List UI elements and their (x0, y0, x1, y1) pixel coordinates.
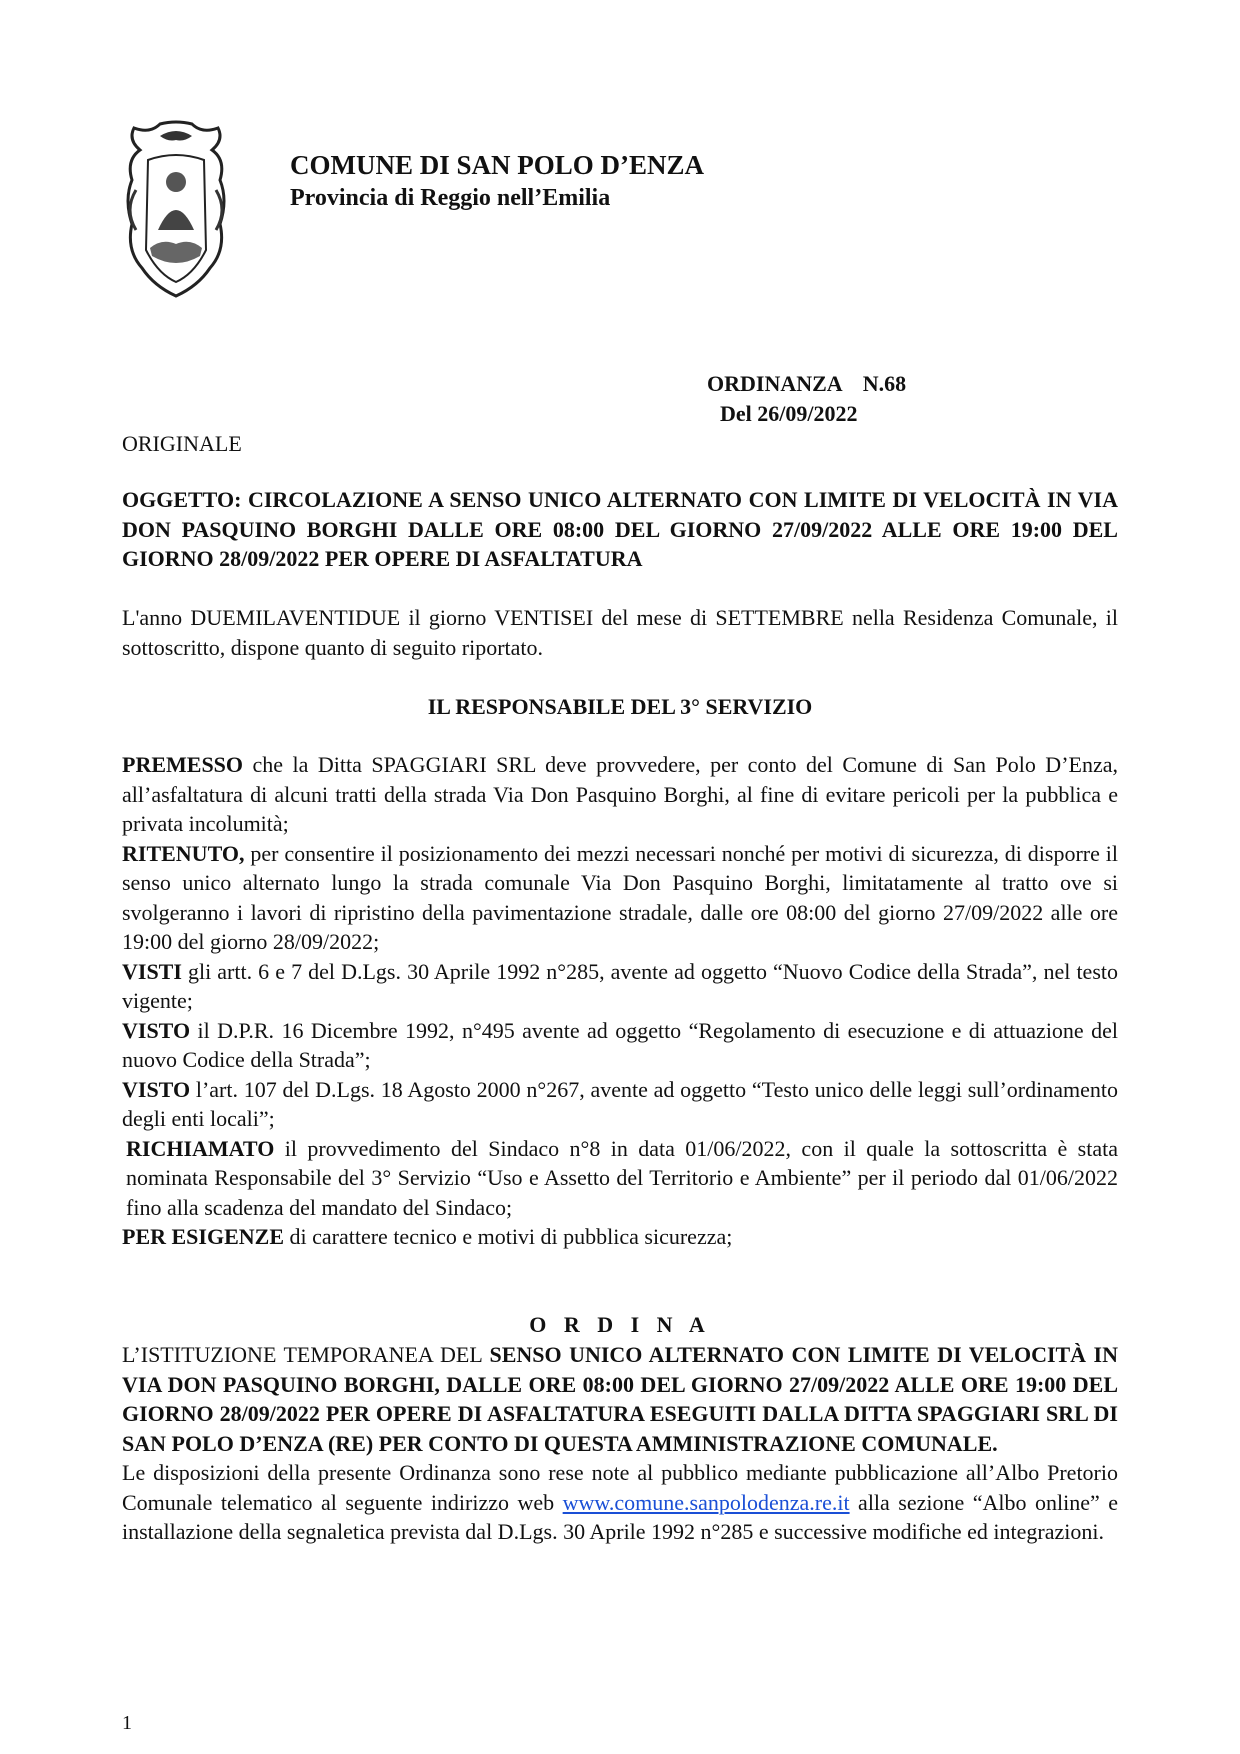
premises-section (122, 750, 1118, 1252)
page-number: 1 (122, 1712, 132, 1734)
premise-keyword: RICHIAMATO (126, 1135, 275, 1161)
ordina-paragraph (122, 1340, 1118, 1458)
ordina-bold: SENSO UNICO ALTERNATO CON LIMITE DI VELOCITÀ IN VIA DON PASQUINO BORGHI, DALLE ORE 08:00 DEL GIORNO 27/09/2022 ALLE ORE 19:00 DEL GIORNO 28/09/2022 PER OPERE DI ASFALTATURA ESEGUITI DALLA DITTA SPAGGIARI SRL DI SAN POLO D’ENZA (RE) PER CONTO DI QUESTA AMMINISTRAZIONE COMUNALE. (122, 1342, 1118, 1456)
premise-text: il provvedimento del Sindaco n°8 in data 01/06/2022, con il quale la sottoscritta è stata nominata Responsabile del 3° Servizio “Uso e Assetto del Territorio e Ambiente” per il periodo dal 01/06/2022 fino alla scadenza del mandato del Sindaco; (126, 1135, 1118, 1220)
intro-paragraph: L'anno DUEMILAVENTIDUE il giorno VENTISEI del mese di SETTEMBRE nella Residenza Comunale, il sottoscritto, dispone quanto di seguito riportato. (122, 605, 1118, 660)
premise-item (122, 1075, 1118, 1134)
ordinance-label: ORDINANZA (707, 371, 843, 396)
ordina-section (122, 1340, 1118, 1547)
publication-text-end: alla sezione “Albo online” e installazione della segnaletica prevista dal D.Lgs. 30 Aprile 1992 n°285 e successive modifiche ed integrazioni. (122, 1489, 1118, 1544)
original-label: ORIGINALE (122, 431, 242, 456)
publication-text: Le disposizioni della presente Ordinanza sono rese note al pubblico mediante pubblicazione all’Albo Pretorio Comunale telematico al seguente indirizzo web (122, 1460, 1118, 1515)
premise-keyword: PER ESIGENZE (122, 1224, 284, 1249)
ordina-lead: L’ISTITUZIONE TEMPORANEA DEL (122, 1342, 490, 1367)
premise-item (122, 957, 1118, 1016)
header (290, 148, 704, 214)
ordina-heading: O R D I N A (529, 1312, 711, 1337)
premise-text: per consentire il posizionamento dei mezzi necessari nonché per motivi di sicurezza, di disporre il senso unico alternato lungo la strada comunale Via Don Pasquino Borghi, limitatamente al tratto ove si svolgeranno i lavori di ripristino della pavimentazione stradale, dalle ore 08:00 del giorno 27/09/2022 alle ore 19:00 del giorno 28/09/2022; (122, 840, 1118, 954)
premise-item (122, 839, 1118, 957)
publication-paragraph (122, 1458, 1118, 1547)
premise-item (122, 1222, 1118, 1252)
premise-keyword: VISTO (122, 1076, 191, 1102)
municipal-crest-icon (120, 120, 232, 300)
website-link[interactable]: www.comune.sanpolodenza.re.it (562, 1489, 850, 1515)
subject: OGGETTO: CIRCOLAZIONE A SENSO UNICO ALTERNATO CON LIMITE DI VELOCITÀ IN VIA DON PASQUINO BORGHI DALLE ORE 08:00 DEL GIORNO 27/09/2022 ALLE ORE 19:00 DEL GIORNO 28/09/2022 PER OPERE DI ASFALTATURA (122, 487, 1118, 571)
premise-keyword: PREMESSO (122, 752, 244, 777)
premise-text: di carattere tecnico e motivi di pubblica sicurezza; (284, 1224, 733, 1249)
premise-text: che la Ditta SPAGGIARI SRL deve provvedere, per conto del Comune di San Polo D’Enza, all’asfaltatura di alcuni tratti della strada Via Don Pasquino Borghi, al fine di evitare pericoli per la pubblica e privata incolumità; (122, 752, 1118, 836)
ordinance-date: Del 26/09/2022 (720, 401, 858, 426)
ordinance-number (707, 369, 906, 399)
province-name: Provincia di Reggio nell’Emilia (290, 185, 611, 211)
premise-text: il D.P.R. 16 Dicembre 1992, n°495 avente ad oggetto “Regolamento di esecuzione e di attuazione del nuovo Codice della Strada”; (122, 1017, 1118, 1072)
premise-text: gli artt. 6 e 7 del D.Lgs. 30 Aprile 1992 n°285, avente ad oggetto “Nuovo Codice della Strada”, nel testo vigente; (122, 958, 1118, 1013)
municipality-name: COMUNE DI SAN POLO D’ENZA (290, 150, 705, 180)
ordinance-num: N.68 (862, 371, 907, 396)
premise-keyword: VISTO (122, 1017, 191, 1043)
premise-item (122, 1016, 1118, 1075)
premise-keyword: VISTI (122, 958, 182, 984)
premise-keyword: RITENUTO, (122, 840, 245, 866)
premise-text: l’art. 107 del D.Lgs. 18 Agosto 2000 n°267, avente ad oggetto “Testo unico delle leggi sull’ordinamento degli enti locali”; (122, 1076, 1118, 1131)
premise-item (122, 750, 1118, 839)
premise-item (122, 1134, 1118, 1223)
responsible-heading: IL RESPONSABILE DEL 3° SERVIZIO (427, 694, 813, 719)
